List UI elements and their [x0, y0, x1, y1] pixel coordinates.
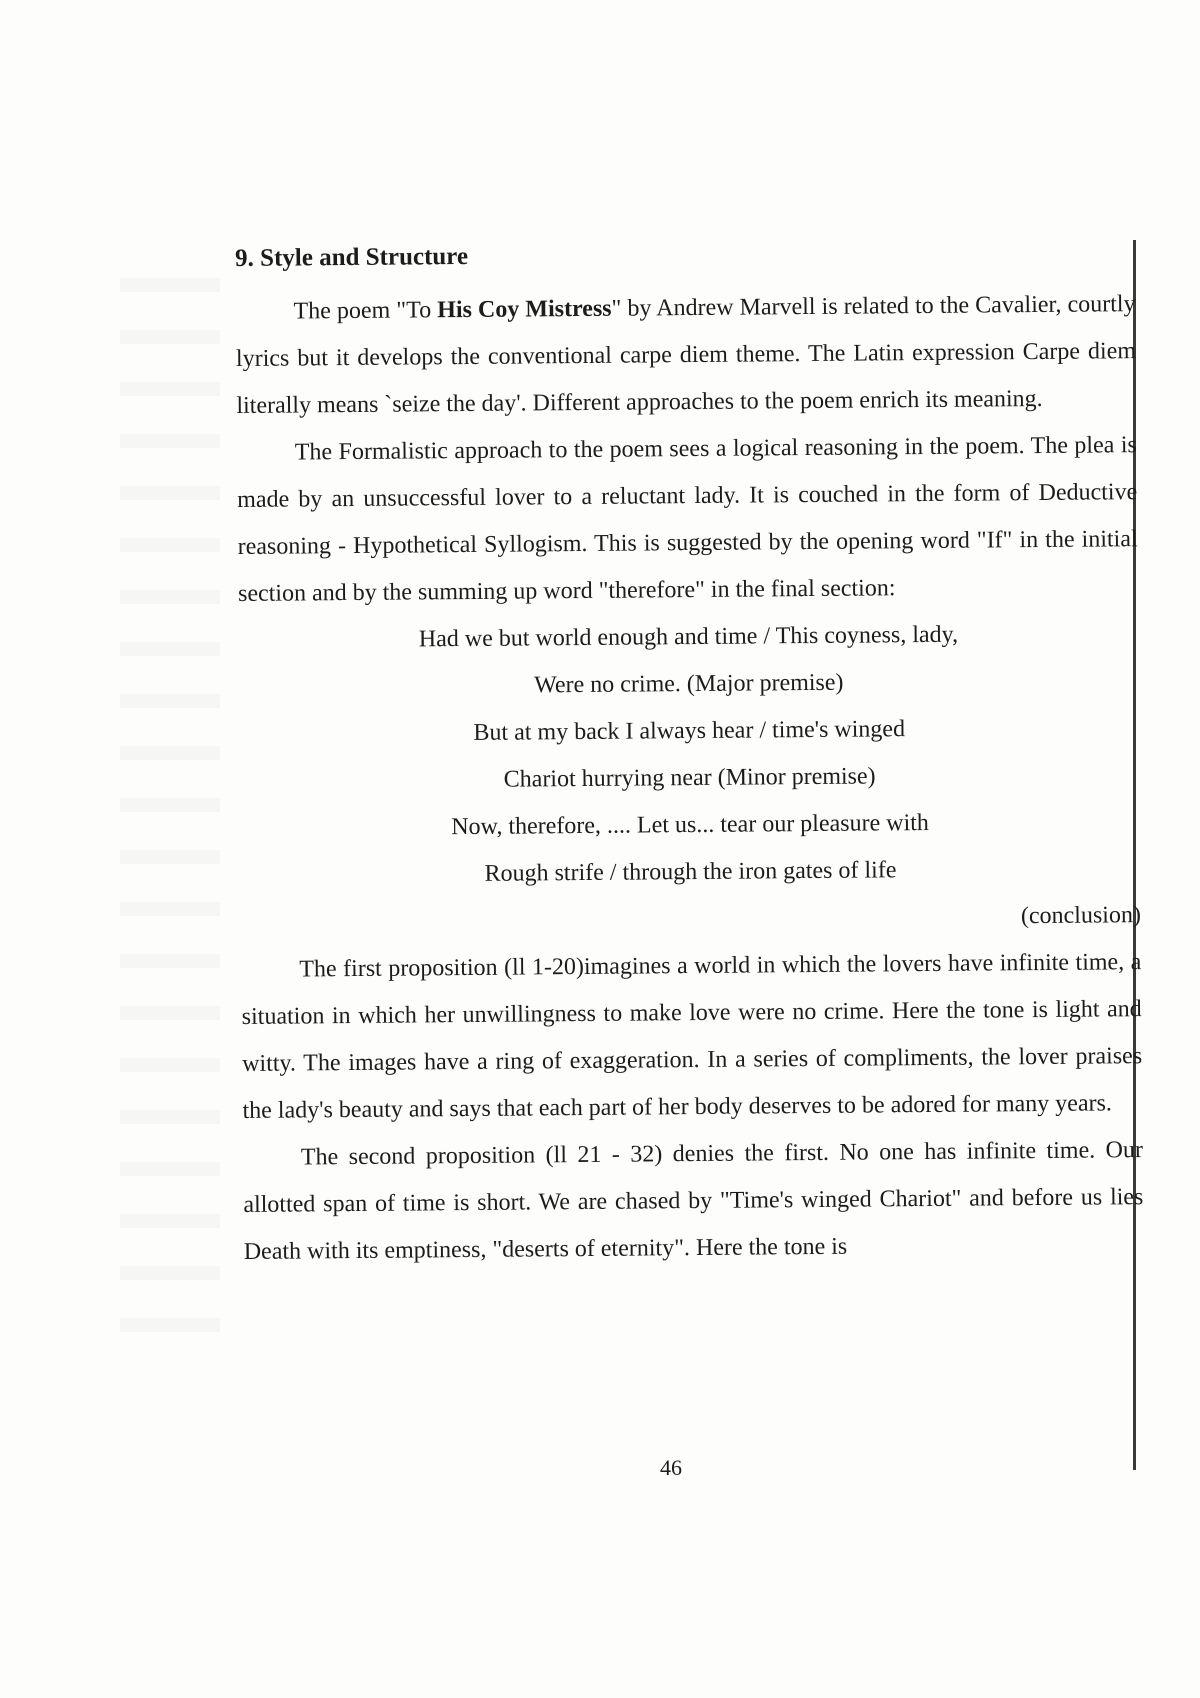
verse-line: Now, therefore, .... Let us... tear our pleasure with [451, 809, 929, 841]
verse-line: Chariot hurrying near (Minor premise) [503, 763, 876, 793]
verse-line: Were no crime. (Major premise) [534, 669, 844, 699]
conclusion-label: (conclusion) [1020, 902, 1141, 930]
verse-line: Had we but world enough and time / This coyness, lady, [418, 621, 959, 653]
paragraph-first-proposition: The first proposition (ll 1-20)imagines a world in which the lovers have infinite time, a situation in which her unwillingness to make love were no crime. Here the tone is light and witty. The images have a ring of exaggeration. In a series of compliments, the lover praises the lady's beauty and says that each part of her body deserves to be adored for many years. [241, 949, 1143, 1124]
verse-line: Rough strife / through the iron gates of life [484, 857, 897, 887]
intro-prefix: The poem "To [293, 297, 438, 325]
paragraph-second-proposition: The second proposition (ll 21 - 32) denies the first. No one has infinite time. Our allotted span of time is short. We are chased by "Time's winged Chariot" and before us lies Death with its emptiness, "deserts of eternity". Here the tone is [243, 1137, 1144, 1265]
verse-line: But at my back I always hear / time's winged [473, 716, 906, 746]
paragraph-formalistic: The Formalistic approach to the poem sees a logical reasoning in the poem. The plea is made by an unsuccessful lover to a reluctant lady. It is couched in the form of Deductive reasoning - Hypothetical Syllogism. This is suggested by the opening word "If" in the initial section and by the summing up word "therefore" in the final section: [237, 432, 1138, 607]
page-text [235, 237, 1144, 1276]
bleed-through-shadow [120, 240, 220, 1340]
intro-suffix: " by Andrew Marvell is related to the Cavalier, courtly lyrics but it develops the conventional carpe diem theme. The Latin expression Carpe diem literally means `seize the day'. Different approaches to the poem enrich its meaning. [235, 291, 1137, 419]
verse-quotation [238, 610, 1140, 900]
section-heading: 9. Style and Structure [235, 242, 469, 272]
poem-title: His Coy Mistress [437, 295, 612, 324]
page-number: 46 [660, 1455, 682, 1480]
paragraph-intro [235, 281, 1136, 430]
